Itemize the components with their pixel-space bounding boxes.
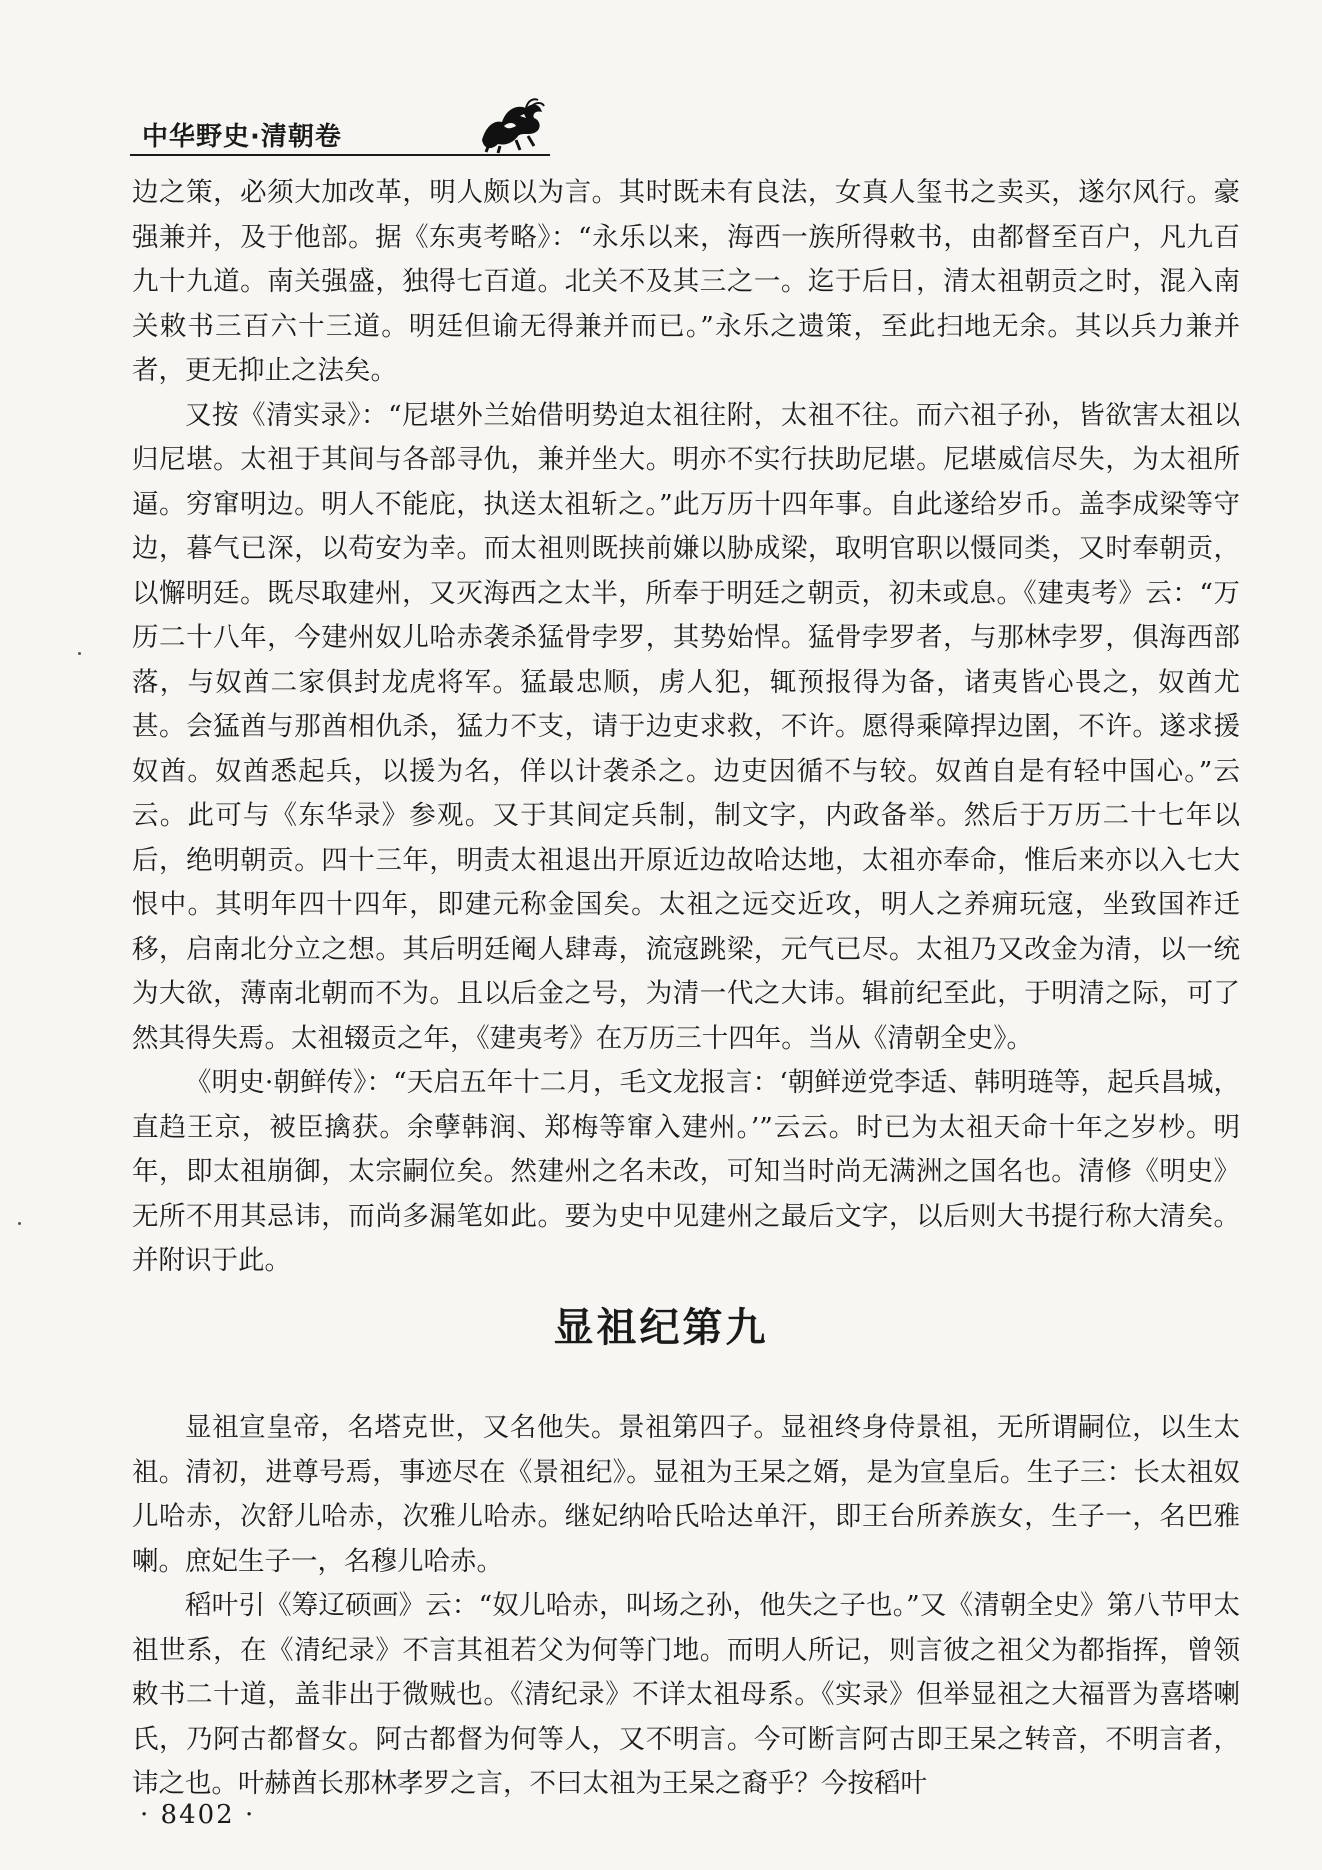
paragraph: 稻叶引《筹辽硕画》云：“奴儿哈赤，叫场之孙，他失之子也。”又《清朝全史》第八节甲太祖世系，在《清纪录》不言其祖若父为何等门地。而明人所记，则言彼之祖父为都指挥，曾领敕书二十道，盖非出于微贼也。《清纪录》不详太祖母系。《实录》但举显祖之大福晋为喜塔喇氏，乃阿古都督女。阿古都督为何等人，又不明言。今可断言阿古即王杲之转音，不明言者，讳之也。叶赫酋长那林孝罗之言，不曰太祖为王杲之裔乎？今按稻叶 (132, 1590, 1240, 1799)
paragraph: 《明史·朝鲜传》：“天启五年十二月，毛文龙报言：‘朝鲜逆党李适、韩明琏等，起兵昌城，直趋王京，被臣擒获。余孽韩润、郑梅等窜入建州。’”云云。时已为太祖天命十年之岁杪。明年，即太祖崩御，太宗嗣位矣。然建州之名未改，可知当时尚无满洲之国名也。清修《明史》无所不用其忌讳，而尚多漏笔如此。要为史中见建州之最后文字，以后则大书提行称大清矣。并附识于此。 (132, 1067, 1240, 1276)
scan-speck (18, 1222, 21, 1225)
body-text-block-2 (132, 1406, 1240, 1807)
body-text-block-1 (132, 171, 1240, 1284)
scan-speck (78, 652, 81, 655)
paragraph: 边之策，必须大加改革，明人颇以为言。其时既未有良法，女真人玺书之卖买，遂尔风行。豪强兼并，及于他部。据《东夷考略》：“永乐以来，海西一族所得敕书，由都督至百户，凡九百九十九道。南关强盛，独得七百道。北关不及其三之一。迄于后日，清太祖朝贡之时，混入南关敕书三百六十三道。明廷但谕无得兼并而已。”永乐之遗策，至此扫地无余。其以兵力兼并者，更无抑止之法矣。 (132, 177, 1240, 386)
page-number: · 8402 · (140, 1800, 256, 1830)
dragon-emblem-icon (476, 96, 546, 154)
running-header-title: 中华野史·清朝卷 (142, 122, 342, 152)
paragraph: 又按《清实录》：“尼堪外兰始借明势迫太祖往附，太祖不往。而六祖子孙，皆欲害太祖以归尼堪。太祖于其间与各部寻仇，兼并坐大。明亦不实行扶助尼堪。尼堪威信尽失，为太祖所逼。穷窜明边。明人不能庇，执送太祖斩之。”此万历十四年事。自此遂给岁币。盖李成梁等守边，暮气已深，以苟安为幸。而太祖则既挟前嫌以胁成梁，取明官职以慑同类，又时奉朝贡，以懈明廷。既尽取建州，又灭海西之太半，所奉于明廷之朝贡，初未或息。《建夷考》云：“万历二十八年，今建州奴儿哈赤袭杀猛骨孛罗，其势始悍。猛骨孛罗者，与那林孛罗，俱海西部落，与奴酋二家俱封龙虎将军。猛最忠顺，虏人犯，辄预报得为备，诸夷皆心畏之，奴酋尤甚。会猛酋与那酋相仇杀，猛力不支，请于边吏求救，不许。愿得乘障捍边圉，不许。遂求援奴酋。奴酋悉起兵，以援为名，佯以计袭杀之。边吏因循不与较。奴酋自是有轻中国心。”云云。此可与《东华录》参观。又于其间定兵制，制文字，内政备举。然后于万历二十七年以后，绝明朝贡。四十三年，明责太祖退出开原近边故哈达地，太祖亦奉命，惟后来亦以入七大恨中。其明年四十四年，即建元称金国矣。太祖之远交近攻，明人之养痈玩寇，坐致国祚迁移，启南北分立之想。其后明廷阉人肆毒，流寇跳梁，元气已尽。太祖乃又改金为清，以一统为大欲，薄南北朝而不为。且以后金之号，为清一代之大讳。辑前纪至此，于明清之际，可了然其得失焉。太祖辍贡之年，《建夷考》在万历三十四年。当从《清朝全史》。 (132, 399, 1240, 1054)
paragraph: 显祖宣皇帝，名塔克世，又名他失。景祖第四子。显祖终身侍景祖，无所谓嗣位，以生太祖。清初，进尊号焉，事迹尽在《景祖纪》。显祖为王杲之婿，是为宣皇后。生子三：长太祖奴儿哈赤，次舒儿哈赤，次雅儿哈赤。继妃纳哈氏哈达单汗，即王台所养族女，生子一，名巴雅喇。庶妃生子一，名穆儿哈赤。 (132, 1412, 1240, 1577)
chapter-title: 显祖纪第九 (553, 1305, 769, 1351)
header-rule (130, 154, 550, 156)
running-header (130, 96, 1260, 158)
